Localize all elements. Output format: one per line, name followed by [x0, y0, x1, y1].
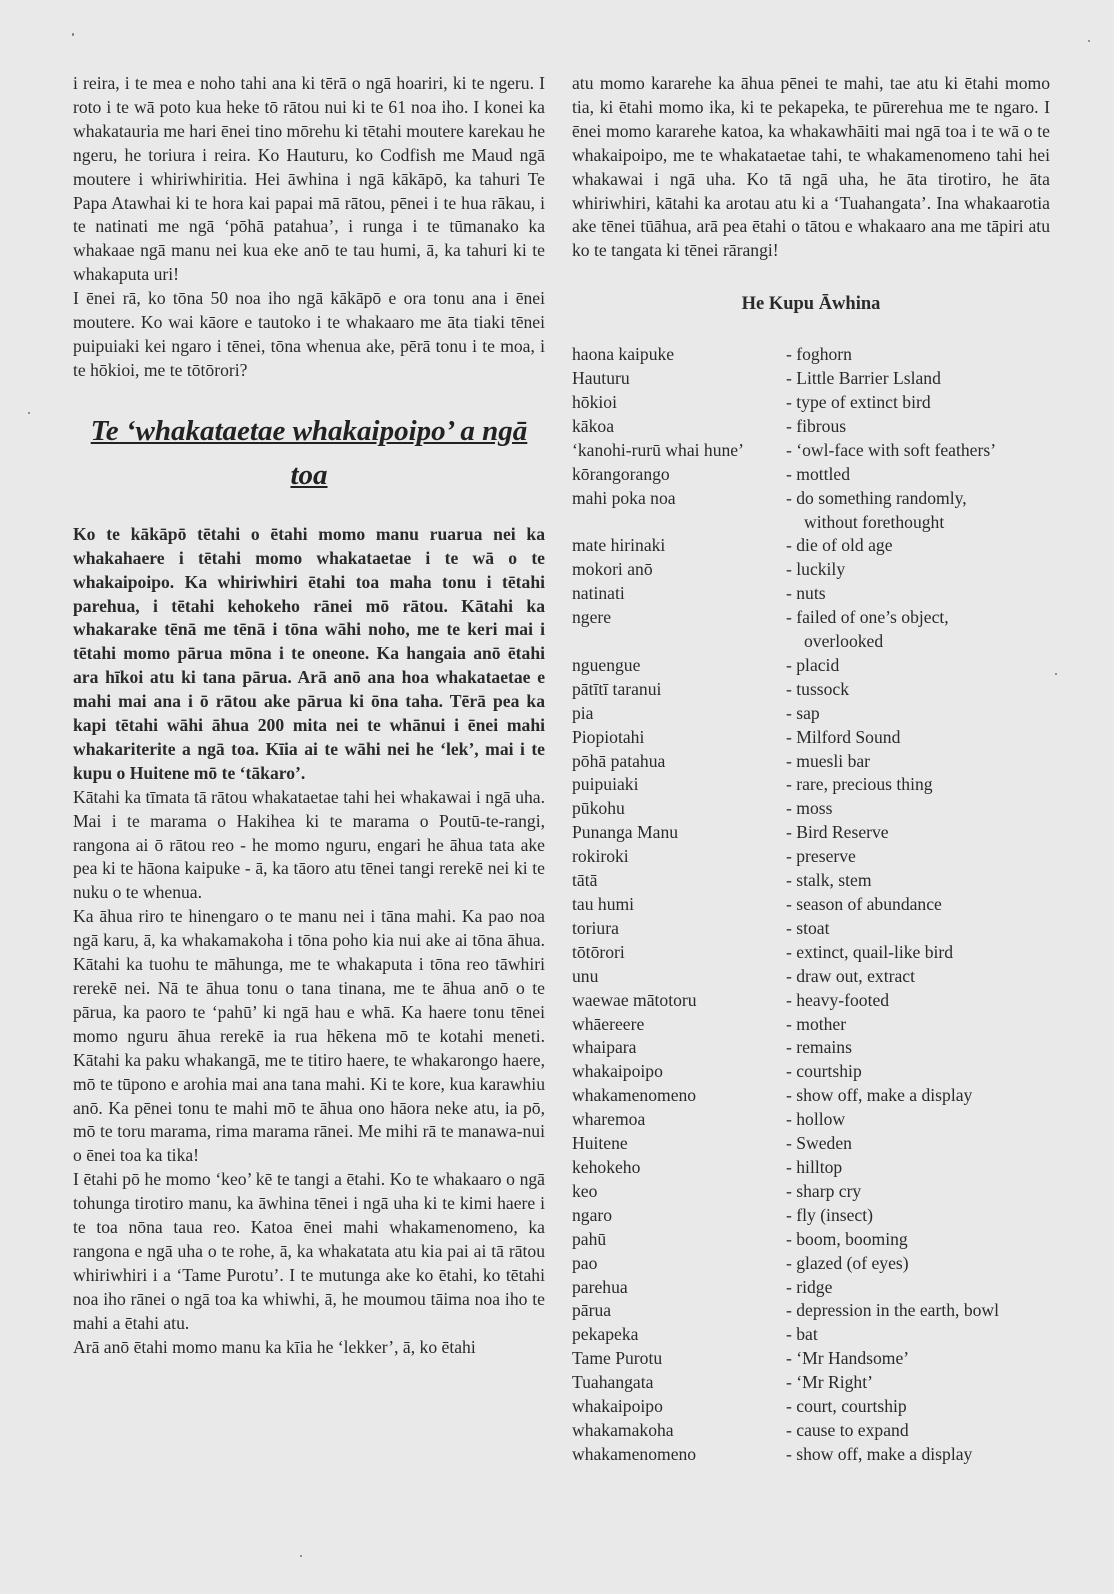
- glossary-meaning: [786, 1013, 1050, 1037]
- glossary-row: [572, 1228, 1050, 1252]
- glossary-meaning-line: - placid: [786, 654, 840, 675]
- glossary-meaning-line: - hollow: [786, 1109, 846, 1130]
- glossary-term: pia: [572, 702, 594, 723]
- glossary-row: [572, 1108, 1050, 1132]
- glossary-meaning-line: - ‘Mr Right’: [786, 1372, 873, 1393]
- body-paragraph: atu momo kararehe ka āhua pēnei te mahi, tae atu ki ētahi momo tia, ki ētahi momo ika, ki te pekapeka, te pūrerehua me te ngaro. I ēnei momo kararehe katoa, ka whakawhāiti mai ngā toa i te wā o te whakaipoipo, me te whakataetae tahi, te whakamenomeno tahi hei whakawai i ngā uha. Ko tā ngā uha, he āta tirotiro, he āta whiriwhiri, kātahi ka arotau atu ki a ‘Tuahangata’. Ina whakaarotia ake tēnei tūāhua, arā pea ētahi o tātou e whakaaro ana me tāpiri atu ko te tangata ki tēnei rārangi!: [572, 73, 1050, 261]
- glossary-row: [572, 821, 1050, 845]
- glossary-meaning-line: - nuts: [786, 583, 826, 604]
- glossary-term: Tame Purotu: [572, 1348, 663, 1369]
- glossary-term: ngere: [572, 607, 612, 628]
- glossary-row: [572, 534, 1050, 558]
- glossary-meaning-line: - remains: [786, 1037, 852, 1058]
- glossary-meaning: [786, 1204, 1050, 1228]
- glossary-term: whaipara: [572, 1037, 637, 1058]
- glossary-meaning: [786, 1323, 1050, 1347]
- glossary-meaning-line: - Little Barrier Lsland: [786, 368, 941, 389]
- glossary-row: [572, 487, 1050, 535]
- glossary-meaning-line: - foghorn: [786, 344, 852, 365]
- glossary-row: [572, 1371, 1050, 1395]
- glossary-term: pekapeka: [572, 1324, 639, 1345]
- glossary-meaning: [786, 1252, 1050, 1276]
- glossary-meaning-line: - ‘owl-face with soft feathers’: [786, 439, 997, 460]
- glossary-meaning: [786, 415, 1050, 439]
- glossary-meaning: [786, 821, 1050, 845]
- glossary-meaning: [786, 1443, 1050, 1467]
- glossary-meaning: [786, 1299, 1050, 1323]
- glossary-meaning: [786, 1180, 1050, 1204]
- glossary-row: [572, 391, 1050, 415]
- glossary-meaning-line: - mottled: [786, 463, 851, 484]
- glossary-meaning: [786, 1419, 1050, 1443]
- glossary-meaning: [786, 1132, 1050, 1156]
- glossary-meaning: [786, 1108, 1050, 1132]
- glossary-row: [572, 1443, 1050, 1467]
- glossary-meaning-line: - show off, make a display: [786, 1085, 973, 1106]
- glossary-term: natinati: [572, 583, 625, 604]
- glossary-row: [572, 869, 1050, 893]
- glossary-row: [572, 797, 1050, 821]
- glossary-row: [572, 606, 1050, 654]
- glossary-meaning: [786, 845, 1050, 869]
- glossary-meaning: [786, 582, 1050, 606]
- glossary-table: [572, 343, 1050, 1467]
- glossary-meaning: [786, 965, 1050, 989]
- glossary-meaning: [786, 678, 1050, 702]
- glossary-row: [572, 343, 1050, 367]
- glossary-meaning-line: - ridge: [786, 1276, 833, 1297]
- glossary-meaning: [786, 1156, 1050, 1180]
- glossary-row: [572, 1180, 1050, 1204]
- glossary-term: mokori anō: [572, 559, 653, 580]
- glossary-term: Piopiotahi: [572, 726, 645, 747]
- glossary-term: Huitene: [572, 1133, 628, 1154]
- glossary-meaning-line: - Sweden: [786, 1133, 852, 1154]
- glossary-row: [572, 415, 1050, 439]
- glossary-meaning-line: - stoat: [786, 917, 830, 938]
- glossary-term: ‘kanohi-rurū whai hune’: [572, 439, 744, 460]
- glossary-meaning: [786, 989, 1050, 1013]
- glossary-meaning-line: - hilltop: [786, 1156, 843, 1177]
- glossary-term: pahū: [572, 1228, 607, 1249]
- glossary-term: pōhā patahua: [572, 750, 666, 771]
- glossary-term: keo: [572, 1180, 598, 1201]
- glossary-meaning-line: - type of extinct bird: [786, 391, 931, 412]
- glossary-meaning-line: - courtship: [786, 1061, 862, 1082]
- glossary-meaning: [786, 917, 1050, 941]
- glossary-term: tōtōrori: [572, 941, 625, 962]
- glossary-row: [572, 1299, 1050, 1323]
- print-speck: [1055, 673, 1057, 675]
- glossary-row: [572, 1084, 1050, 1108]
- glossary-row: [572, 1323, 1050, 1347]
- body-paragraph: I ēnei rā, ko tōna 50 noa iho ngā kākāpō e ora tonu ana i ēnei moutere. Ko wai kāore e tautoko i te whakaaro me āta tiaki tēnei puipuiaki kei ngaro i tēnei, tōna whenua ake, pērā tonu i te moa, i te hōkioi, me te tōtōrori?: [73, 288, 545, 380]
- glossary-term: unu: [572, 965, 599, 986]
- glossary-meaning: [786, 1347, 1050, 1371]
- glossary-meaning: [786, 606, 1050, 654]
- glossary-row: [572, 702, 1050, 726]
- glossary-meaning-line: - cause to expand: [786, 1419, 909, 1440]
- print-speck: [72, 33, 74, 36]
- glossary-row: [572, 893, 1050, 917]
- glossary-term: Tuahangata: [572, 1372, 654, 1393]
- glossary-meaning-line: - muesli bar: [786, 750, 871, 771]
- glossary-term: whakamenomeno: [572, 1443, 697, 1464]
- glossary-meaning: [786, 534, 1050, 558]
- glossary-row: [572, 773, 1050, 797]
- glossary-meaning: [786, 463, 1050, 487]
- glossary-meaning: [786, 893, 1050, 917]
- glossary-term: whakaipoipo: [572, 1061, 663, 1082]
- intro-paragraph: Ko te kākāpō tētahi o ētahi momo manu ruarua nei ka whakahaere i tētahi momo whakataetae i te wā o te whakaipoipo. Ka whiriwhiri ētahi toa maha tonu i tētahi parehua, i tētahi kehokeho rānei mō rātou. Kātahi ka whakarake tēnā me tēnā i tōna wāhi noho, me te keri mai i tētahi momo pārua mōna i te oneone. Ka hangaia anō ētahi ara hīkoi atu ki tana pārua. Arā anō ana hoa whakataetae e mahi mai ana i ō rātou ake pārua ki ōna taha. Tērā pea ka kapi tētahi wāhi āhua 200 mita nei te whānui i ēnei mahi whakariterite a ngā toa. Kīia ai te wāhi nei he ‘lek’, mai i te kupu o Huitene mō te ‘tākaro’.: [73, 523, 545, 783]
- glossary-meaning: [786, 726, 1050, 750]
- glossary-meaning-line: - glazed (of eyes): [786, 1252, 909, 1273]
- glossary-meaning-line: - tussock: [786, 678, 850, 699]
- glossary-meaning-line: - mother: [786, 1013, 847, 1034]
- body-paragraph: Ka āhua riro te hinengaro o te manu nei i tāna mahi. Ka pao noa ngā karu, ā, ka whakamakoha i tōna poho kia nui ake ai tōna āhua. Kātahi ka tuohu te māhunga, me te whakaputa i tōna reo tāwhiri rerekē nei. Nā te āhua tonu o tana tinana, me te āhua anō o te pārua, ka paoro te ‘pahū’ ki ngā hau e whā. Ka haere tonu tēnei momo nguru āhua rerekē ia rua hēkena mō te kotahi meneti. Kātahi ka paku whakangā, me te titiro haere, te whakarongo haere, mō te tūpono e arohia mai ana tana mahi. Ki te kore, kua karawhiu anō. Ka pēnei tonu te mahi mō te āhua ono hāora neke atu, ia pō, mō te toru marama, rima marama rānei. Me mihi rā te manawa-nui o ēnei toa ka tika!: [73, 906, 545, 1166]
- glossary-meaning-line: - sharp cry: [786, 1180, 862, 1201]
- glossary-meaning-line: - fibrous: [786, 415, 847, 436]
- body-paragraph: Kātahi ka tīmata tā rātou whakataetae tahi hei whakawai i ngā uha. Mai i te marama o Hakihea ki te marama o Poutū-te-rangi, rangona ai ō rātou reo - he momo nguru, engari he āhua tata ake pea ki te hāona kaipuke - ā, ka tāoro atu tēnei tangi rerekē nei ki te nuku o te whenua.: [73, 786, 545, 903]
- glossary-term: nguengue: [572, 654, 641, 675]
- glossary-row: [572, 1060, 1050, 1084]
- glossary-term: kehokeho: [572, 1156, 641, 1177]
- glossary-term: mahi poka noa: [572, 487, 676, 508]
- glossary-row: [572, 1156, 1050, 1180]
- glossary-term: puipuiaki: [572, 774, 639, 795]
- glossary-meaning-line: - moss: [786, 798, 833, 819]
- glossary-row: [572, 1013, 1050, 1037]
- glossary-meaning: [786, 750, 1050, 774]
- glossary-meaning-line: - sap: [786, 702, 820, 723]
- body-paragraph: Arā anō ētahi momo manu ka kīia he ‘lekker’, ā, ko ētahi: [73, 1336, 476, 1357]
- glossary-row: [572, 845, 1050, 869]
- glossary-row: [572, 439, 1050, 463]
- glossary-meaning: [786, 773, 1050, 797]
- section-heading: Te ‘whakataetae whakaipoipo’ a ngā toa: [90, 414, 528, 491]
- glossary-meaning-line: - draw out, extract: [786, 965, 915, 986]
- glossary-meaning: [786, 654, 1050, 678]
- glossary-meaning: [786, 343, 1050, 367]
- glossary-row: [572, 654, 1050, 678]
- glossary-meaning-line: - show off, make a display: [786, 1443, 973, 1464]
- print-speck: [1088, 40, 1090, 42]
- glossary-meaning-line: - depression in the earth, bowl: [786, 1300, 1000, 1321]
- glossary-meaning-line: - court, courtship: [786, 1396, 907, 1417]
- glossary-term: parehua: [572, 1276, 628, 1297]
- glossary-row: [572, 1419, 1050, 1443]
- glossary-meaning: [786, 1228, 1050, 1252]
- glossary-term: Punanga Manu: [572, 822, 679, 843]
- glossary-term: tau humi: [572, 894, 635, 914]
- glossary-term: waewae mātotoru: [572, 989, 697, 1010]
- glossary-meaning-line: - heavy-footed: [786, 989, 890, 1010]
- glossary-meaning: [786, 1036, 1050, 1060]
- glossary-term: tātā: [572, 870, 598, 891]
- glossary-row: [572, 1347, 1050, 1371]
- glossary-term: whāereere: [572, 1013, 645, 1034]
- glossary-meaning: [786, 558, 1050, 582]
- glossary-meaning: [786, 1084, 1050, 1108]
- glossary-meaning: [786, 797, 1050, 821]
- print-speck: [28, 412, 30, 414]
- glossary-term: toriura: [572, 917, 619, 938]
- glossary-term: whakamenomeno: [572, 1085, 697, 1106]
- glossary-row: [572, 367, 1050, 391]
- glossary-row: [572, 463, 1050, 487]
- glossary-meaning-line: - stalk, stem: [786, 870, 872, 891]
- glossary-meaning-line: - Bird Reserve: [786, 822, 889, 843]
- glossary-row: [572, 726, 1050, 750]
- glossary-meaning-line: - Milford Sound: [786, 726, 901, 747]
- glossary-title: He Kupu Āwhina: [741, 294, 881, 315]
- glossary-row: [572, 917, 1050, 941]
- glossary-meaning-line: - failed of one’s object,: [786, 607, 949, 628]
- glossary-meaning-line: - rare, precious thing: [786, 774, 933, 795]
- body-paragraph: I ētahi pō he momo ‘keo’ kē te tangi a ētahi. Ko te whakaaro o ngā tohunga tirotiro manu, ka āwhina tēnei i ngā uha ki te kimi haere i te toa nōna taua reo. Katoa ēnei mahi whakamenomeno, ka rangona e ngā uha o te rohe, ā, ka whakatata atu kia pai ai tā rātou whiriwhiri i a ‘Tame Purotu’. I te mutunga ake ko ētahi, ko tētahi noa iho rānei o ngā toa ka whiwhi, ā, he moumou tāima noa iho te mahi a ētahi atu.: [73, 1169, 545, 1333]
- glossary-meaning-line: - fly (insect): [786, 1204, 873, 1225]
- glossary-meaning: [786, 487, 1050, 535]
- glossary-meaning-line: - do something randomly,: [786, 487, 967, 508]
- glossary-meaning-line: - bat: [786, 1324, 818, 1345]
- glossary-term: ngaro: [572, 1204, 613, 1225]
- glossary-term: haona kaipuke: [572, 344, 675, 365]
- glossary-term: kōrangorango: [572, 463, 670, 484]
- right-column: [572, 72, 1050, 1467]
- glossary-term: kākoa: [572, 415, 615, 436]
- glossary-meaning: [786, 1060, 1050, 1084]
- glossary-meaning-line: - preserve: [786, 846, 856, 867]
- glossary-row: [572, 558, 1050, 582]
- glossary-meaning-line: - luckily: [786, 559, 846, 580]
- glossary-term: whakamakoha: [572, 1419, 674, 1440]
- glossary-term: mate hirinaki: [572, 535, 666, 556]
- glossary-meaning-line: - ‘Mr Handsome’: [786, 1348, 910, 1369]
- glossary-term: pūkohu: [572, 798, 625, 819]
- glossary-meaning: [786, 367, 1050, 391]
- glossary-meaning: [786, 439, 1050, 463]
- glossary-row: [572, 1132, 1050, 1156]
- glossary-row: [572, 1276, 1050, 1300]
- glossary-meaning-line: - season of abundance: [786, 894, 942, 914]
- glossary-term: rokiroki: [572, 846, 629, 867]
- print-speck: [300, 1555, 302, 1557]
- left-column: [73, 72, 545, 1360]
- glossary-meaning: [786, 1276, 1050, 1300]
- glossary-term: pātītī taranui: [572, 678, 662, 699]
- glossary-meaning: [786, 1395, 1050, 1419]
- glossary-row: [572, 750, 1050, 774]
- glossary-meaning-line: overlooked: [804, 631, 884, 652]
- glossary-meaning: [786, 869, 1050, 893]
- glossary-meaning-line: - die of old age: [786, 535, 893, 556]
- glossary-term: wharemoa: [572, 1109, 646, 1130]
- glossary-meaning-line: without forethought: [804, 511, 945, 532]
- body-paragraph: i reira, i te mea e noho tahi ana ki tērā o ngā hoariri, ki te ngeru. I roto i te wā poto kua heke tō rātou nui ki te 61 noa iho. I konei ka whakatauria me hari ēnei tino mōrehu ki tētahi moutere karekau he ngeru, he toriura i reira. Ko Hauturu, ko Codfish me Maud ngā moutere i whiriwhiritia. Hei āwhina i ngā kākāpō, ka tahuri Te Papa Atawhai ki te hora kai papai mā rātou, pēnei i te hua rākau, i te natinati me ngā ‘pōhā patahua’, i runga i te tūmanako ka whakaae ngā manu nei kua eke anō te tau humi, ā, ka tahuri ki te whakaputa uri!: [73, 73, 545, 285]
- glossary-row: [572, 1395, 1050, 1419]
- glossary-meaning-line: - boom, booming: [786, 1228, 908, 1249]
- glossary-term: Hauturu: [572, 368, 630, 389]
- glossary-row: [572, 1036, 1050, 1060]
- glossary-meaning: [786, 391, 1050, 415]
- glossary-row: [572, 965, 1050, 989]
- glossary-row: [572, 1204, 1050, 1228]
- glossary-term: pao: [572, 1252, 598, 1273]
- glossary-meaning: [786, 941, 1050, 965]
- glossary-row: [572, 989, 1050, 1013]
- glossary-row: [572, 1252, 1050, 1276]
- glossary-meaning: [786, 1371, 1050, 1395]
- glossary-meaning-line: - extinct, quail-like bird: [786, 941, 954, 962]
- glossary-term: whakaipoipo: [572, 1396, 663, 1417]
- glossary-row: [572, 678, 1050, 702]
- glossary-meaning: [786, 702, 1050, 726]
- glossary-row: [572, 941, 1050, 965]
- glossary-row: [572, 582, 1050, 606]
- glossary-term: hōkioi: [572, 391, 617, 412]
- glossary-term: pārua: [572, 1300, 612, 1321]
